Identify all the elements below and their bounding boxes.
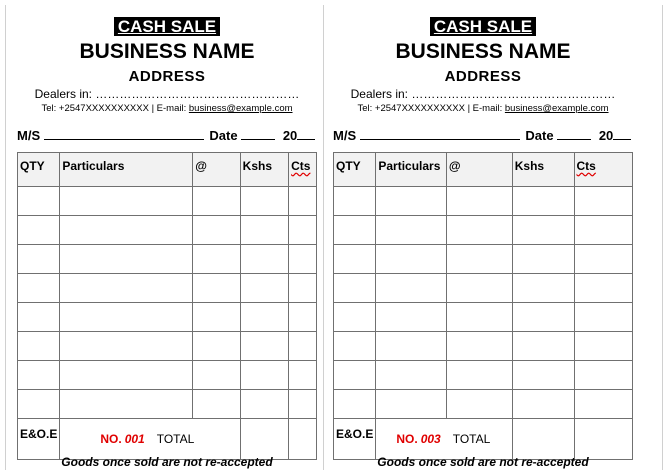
eoe-label: E&O.E [334,419,376,460]
table-row[interactable] [18,303,317,332]
contact-line [333,103,633,115]
table-row[interactable] [18,216,317,245]
tel-text: Tel: +2547XXXXXXXXXX | E-mail: [41,103,189,114]
business-name: BUSINESS NAME [395,40,571,63]
total-kshs[interactable] [240,419,288,460]
table-row[interactable] [334,390,633,419]
contact-line [17,103,317,115]
table-header-row [334,153,633,187]
table-row[interactable] [18,332,317,361]
ms-row [17,127,317,144]
date-blank[interactable] [241,127,275,140]
page-divider-right [662,5,663,470]
table-row[interactable] [334,216,633,245]
cash-sale-badge: CASH SALE [430,17,536,36]
email-link[interactable]: business@example.com [504,103,609,114]
year-prefix: 20 [598,128,614,143]
table-header-row [18,153,317,187]
date-label: Date [525,128,554,143]
eoe-label: E&O.E [18,419,60,460]
table-row[interactable] [334,303,633,332]
receipt-number-label: NO. [100,432,122,446]
receipt-number-cell [60,419,240,460]
total-cts[interactable] [289,419,317,460]
dealers-dots: …………………………………………… [95,87,300,101]
page-divider-middle [323,5,324,470]
year-blank[interactable] [297,127,315,140]
business-address: ADDRESS [444,68,522,85]
receipt-number-label: NO. [396,432,418,446]
col-rate: @ [446,153,512,187]
dealers-line [17,87,317,101]
col-particulars: Particulars [60,153,193,187]
table-row[interactable] [18,361,317,390]
email-link[interactable]: business@example.com [188,103,293,114]
col-kshs: Kshs [240,153,288,187]
table-row[interactable] [334,361,633,390]
total-kshs[interactable] [512,419,574,460]
dealers-label: Dealers in: [350,87,408,101]
col-particulars: Particulars [376,153,447,187]
table-row[interactable] [334,332,633,361]
year-prefix: 20 [282,128,298,143]
total-cts[interactable] [574,419,633,460]
page-divider-left [5,5,6,470]
badge-row [333,17,633,37]
col-qty: QTY [18,153,60,187]
tel-text: Tel: +2547XXXXXXXXXX | E-mail: [357,103,505,114]
receipt-number: 003 [420,432,441,446]
ms-row [333,127,633,144]
badge-row [17,17,317,37]
table-row[interactable] [334,245,633,274]
business-name: BUSINESS NAME [79,40,255,63]
ms-blank[interactable] [360,127,520,140]
receipt-1 [17,0,317,470]
ms-blank[interactable] [44,127,204,140]
ms-label: M/S [333,128,357,143]
col-kshs: Kshs [512,153,574,187]
receipt-number: 001 [124,432,145,446]
business-address: ADDRESS [128,68,206,85]
receipt-number-cell [376,419,512,460]
ms-label: M/S [17,128,41,143]
total-row [334,419,633,460]
date-label: Date [209,128,238,143]
col-cts: Cts [574,153,633,187]
table-row[interactable] [334,274,633,303]
total-row [18,419,317,460]
table-row[interactable] [18,187,317,216]
total-label: TOTAL [452,432,491,446]
items-table [333,152,633,460]
total-label: TOTAL [156,432,195,446]
cash-sale-badge: CASH SALE [114,17,220,36]
footer-note: Goods once sold are not re-accepted [61,455,273,469]
year-blank[interactable] [613,127,631,140]
receipt-2 [333,0,633,470]
dealers-dots: …………………………………………… [411,87,616,101]
table-row[interactable] [334,187,633,216]
table-row[interactable] [18,390,317,419]
table-row[interactable] [18,245,317,274]
col-qty: QTY [334,153,376,187]
items-table [17,152,317,460]
col-rate: @ [193,153,240,187]
dealers-line [333,87,633,101]
table-row[interactable] [18,274,317,303]
dealers-label: Dealers in: [34,87,92,101]
col-cts: Cts [289,153,317,187]
date-blank[interactable] [557,127,591,140]
footer-note: Goods once sold are not re-accepted [377,455,589,469]
